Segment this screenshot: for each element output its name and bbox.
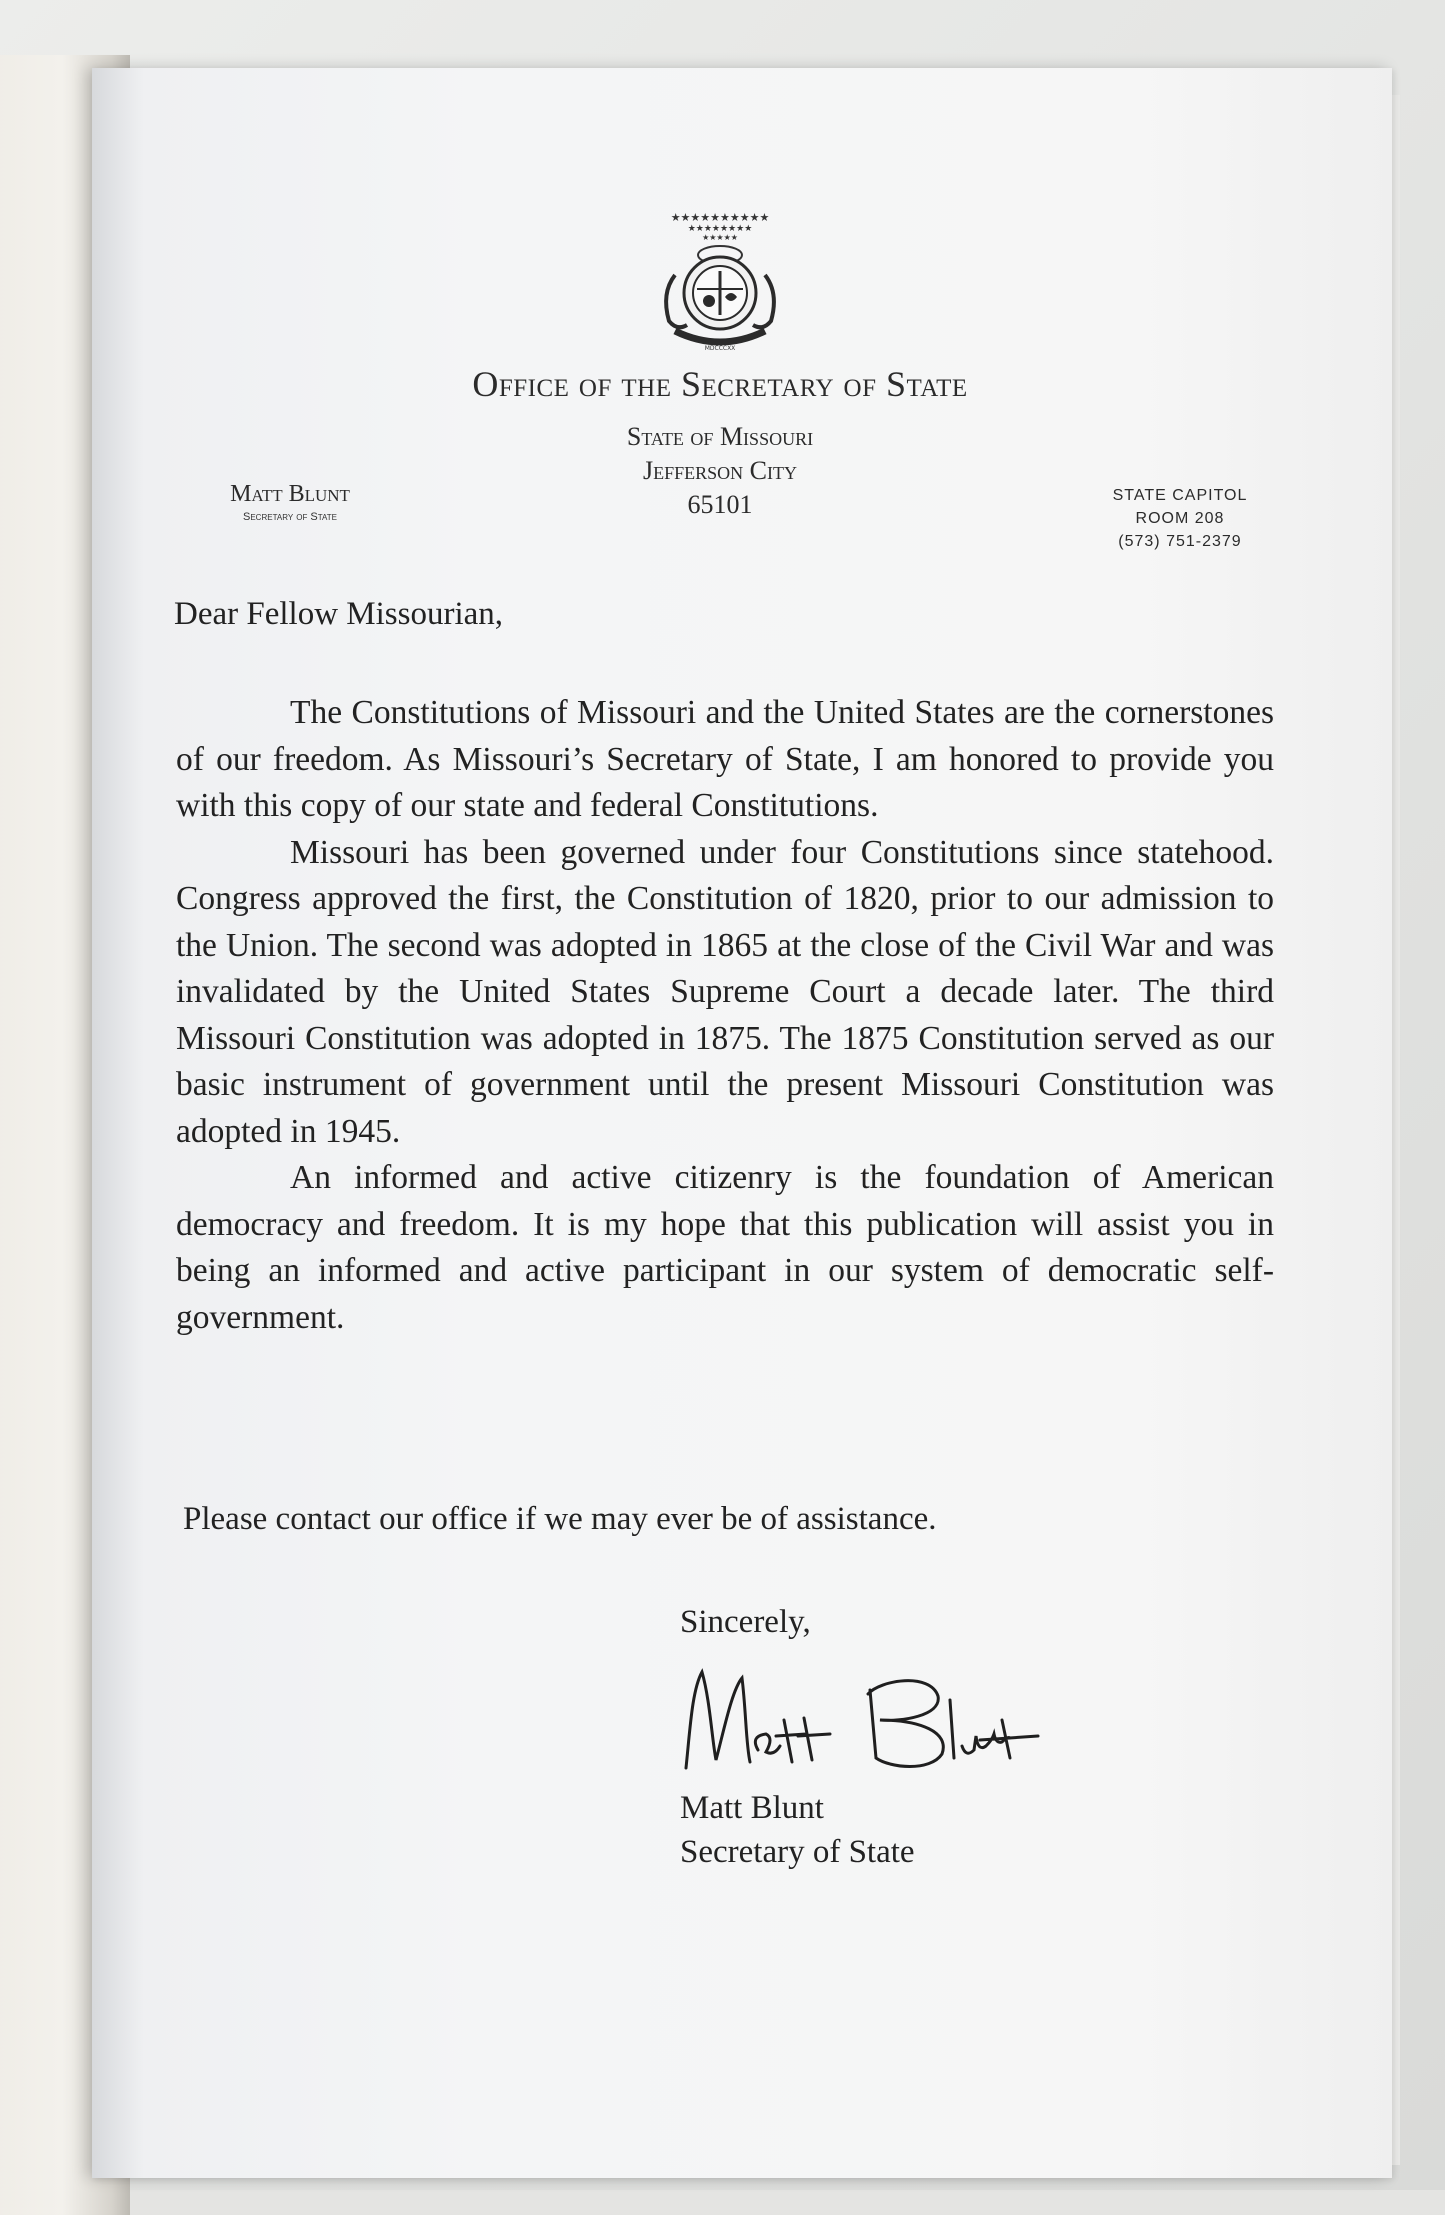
zip-code: 65101	[687, 490, 753, 519]
svg-text:MDCCCXX: MDCCCXX	[704, 345, 736, 352]
letter-paragraph: The Constitutions of Missouri and the United States are the cornerstones of our freedom. As Missouri’s Secretary of State, I am honored to provide you with this copy of our state and federal Constitutions.	[176, 694, 1274, 824]
signer-name: Matt Blunt	[680, 1790, 824, 1826]
svg-text:★★★★★★★★★★: ★★★★★★★★★★	[670, 211, 770, 224]
city-name: Jefferson City	[643, 456, 797, 485]
sender-name: Matt Blunt	[230, 481, 350, 507]
signer-title: Secretary of State	[680, 1834, 915, 1870]
state-name: State of Missouri	[626, 422, 814, 451]
sender-title: Secretary of State	[243, 511, 337, 523]
closing-note: Please contact our office if we may ever be of assistance.	[183, 1501, 937, 1537]
letter-paragraph: An informed and active citizenry is the foundation of American democracy and freedom. It is my hope that this publication will assist you in being an informed and active participant in our system of democratic self-government.	[176, 1159, 1274, 1336]
address-room: ROOM 208	[1135, 510, 1225, 527]
valediction: Sincerely,	[680, 1604, 811, 1640]
letter-salutation: Dear Fellow Missourian,	[174, 596, 504, 632]
office-title: Office of the Secretary of State	[472, 364, 968, 404]
letter-body	[176, 690, 1274, 1341]
svg-text:★★★★★: ★★★★★	[702, 233, 738, 242]
letter-paragraph: Missouri has been governed under four Constitutions since statehood. Congress approved the first, the Constitution of 1820, prior to our admission to the Union. The second was adopted in 1865 at the close of the Civil War and was invalidated by the United States Supreme Court a decade later. The third Missouri Constitution was adopted in 1875. The 1875 Constitution served as our basic instrument of government until the present Missouri Constitution was adopted in 1945.	[176, 833, 1274, 1150]
missouri-state-seal-icon	[645, 205, 795, 355]
address-building: STATE CAPITOL	[1112, 487, 1248, 504]
address-phone: (573) 751-2379	[1118, 533, 1242, 550]
svg-text:★★★★★★★★: ★★★★★★★★	[687, 224, 753, 234]
handwritten-signature	[680, 1650, 1040, 1780]
